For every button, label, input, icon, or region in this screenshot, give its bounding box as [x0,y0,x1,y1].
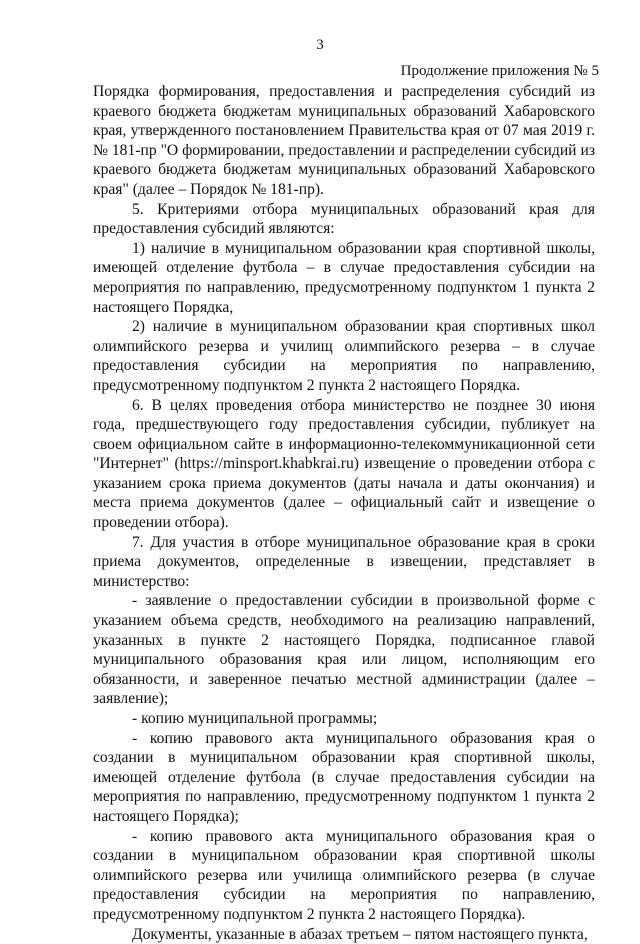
list-item: - заявление о предоставлении субсидии в произвольной форме с указанием объема средств, необходимого на реализацию направлений, указанных в пункте 2 настоящего Порядка, подписанное главой муниципального образования края или лицом, исполняющим его обязанности, и заверенное печатью местной администрации (далее – заявление); [93,592,595,708]
appendix-continuation-header: Продолжение приложения № 5 [400,63,599,79]
paragraph: 2) наличие в муниципальном образовании края спортивных школ олимпийского резерва и училищ олимпийского резерва – в случае предоставления субсидии на мероприятия по направлению, предусмотренному подпунктом 2 пункта 2 настоящего Порядка. [93,318,595,394]
list-item: - копию правового акта муниципального образования края о создании в муниципальном образовании края спортивной школы, имеющей отделение футбола (в случае предоставления субсидии на мероприятия по направлению, предусмотренному подпунктом 1 пункта 2 настоящего Порядка); [93,729,595,825]
list-item: - копию правового акта муниципального образования края о создании в муниципальном образовании края спортивной школы олимпийского резерва или училища олимпийского резерва (в случае предоставления субсидии на мероприятия по направлению, предусмотренному подпунктом 2 пункта 2 настоящего Порядка). [93,827,595,923]
paragraph: 6. В целях проведения отбора министерство не позднее 30 июня года, предшествующего году предоставления субсидии, публикует на своем официальном сайте в информационно-телекоммуникационной сети "Интернет" (https://minsport.khabkrai.ru) извещение о проведении отбора с указанием срока приема документов (даты начала и даты окончания) и места приема документов (далее – официальный сайт и извещение о проведении отбора). [93,396,595,532]
paragraph: Документы, указанные в абазах третьем – пятом настоящего пункта, [132,925,588,943]
paragraph: 5. Критериями отбора муниципальных образований края для предоставления субсидий являются: [93,200,595,238]
paragraph: 7. Для участия в отборе муниципальное образование края в сроки приема документов, определенные в извещении, представляет в министерство: [93,533,595,590]
list-item: - копию муниципальной программы; [132,710,378,727]
page-number: 3 [316,37,324,53]
paragraph: Порядка формирования, предоставления и распределения субсидий из краевого бюджета бюджетам муниципальных образований Хабаровского края, утвержденного постановлением Правительства края от 07 мая 2019 г. № 181-пр "О формировании, предоставлении и распределении субсидий из краевого бюджета бюджетам муниципальных образований Хабаровского края" (далее – Порядок № 181-пр). [93,83,595,198]
document-body [93,82,595,944]
paragraph: 1) наличие в муниципальном образовании края спортивной школы, имеющей отделение футбола – в случае предоставления субсидии на мероприятия по направлению, предусмотренному подпунктом 1 пункта 2 настоящего Порядка, [93,239,595,316]
